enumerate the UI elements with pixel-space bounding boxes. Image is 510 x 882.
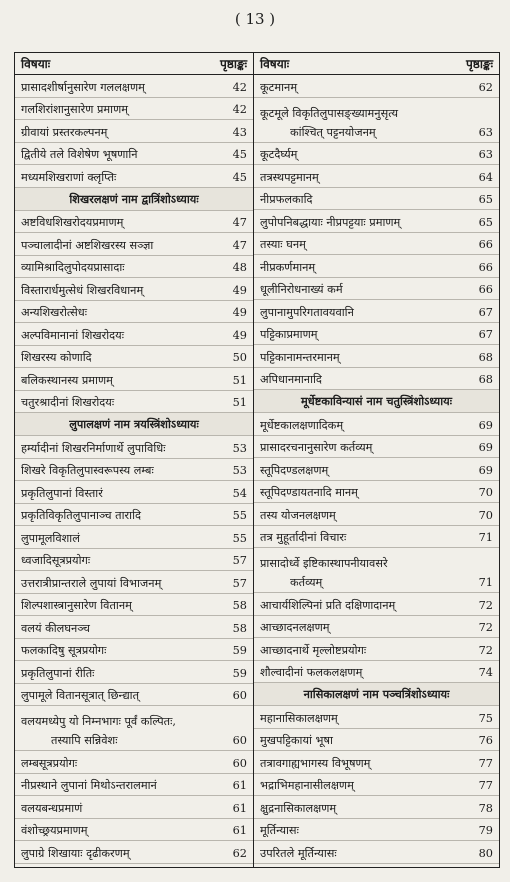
entry-title: शौल्वादीनां फलकलक्षणम् [260, 666, 363, 680]
toc-entry [15, 165, 253, 188]
entry-page: 55 [232, 509, 247, 523]
toc-entry [254, 210, 499, 233]
toc-entry [15, 796, 253, 819]
toc-entry [15, 98, 253, 121]
toc-entry [15, 751, 253, 774]
entry-page: 70 [478, 508, 493, 522]
entry-page: 74 [478, 666, 493, 680]
toc-entry [15, 256, 253, 279]
toc-entry [254, 774, 499, 797]
toc-entry [15, 436, 253, 459]
toc-entry [254, 278, 499, 301]
entry-title-line1: प्रासादोर्ध्वे इष्टिकास्थापनीयावसरे [260, 557, 388, 571]
entry-page: 76 [478, 734, 493, 748]
page-number: ( 13 ) [234, 10, 276, 28]
entry-page: 54 [232, 486, 247, 500]
entry-page: 72 [478, 643, 493, 657]
toc-entry [15, 368, 253, 391]
entry-page: 60 [232, 689, 247, 703]
entry-page: 60 [232, 756, 247, 770]
entry-title: लुपामूलविशालं [21, 531, 80, 545]
chapter-heading: शिखरलक्षणं नाम द्वात्रिंशोऽध्यायः [15, 188, 253, 211]
toc-entry [15, 639, 253, 662]
left-column [15, 53, 253, 864]
entry-page: 48 [232, 261, 247, 275]
entry-title: पञ्चालादीनां अष्टशिखरस्य सञ्ज्ञा [21, 238, 154, 252]
entry-page: 61 [232, 824, 247, 838]
entry-title: तस्याः घनम् [260, 238, 306, 252]
entry-title: तत्र मुहूर्तादीनां विचारः [260, 531, 347, 545]
toc-entry [254, 481, 499, 504]
entry-page: 60 [232, 734, 247, 748]
entry-title: आचार्यशिल्पिनां प्रति दक्षिणादानम् [260, 598, 396, 612]
entry-page: 66 [478, 283, 493, 297]
entry-title: बलिकस्थानस्य प्रमाणम् [21, 373, 113, 387]
entry-title: प्रासादरचनानुसारेण कर्तव्यम् [260, 441, 373, 455]
entry-title: आच्छादनार्थे मृल्लोष्टप्रयोगः [260, 643, 367, 657]
entry-title: स्तूपिदण्डायतनादि मानम् [260, 486, 358, 500]
entry-page: 47 [232, 238, 247, 252]
entry-title: शिखरस्य कोणादि [21, 351, 92, 365]
toc-entry [254, 323, 499, 346]
entry-title-line1: वलयमध्येपु यो निम्नभागः पूर्वं कल्पितः, [21, 715, 176, 729]
entry-page: 45 [232, 170, 247, 184]
entry-title: अन्यशिखरोत्सेधः [21, 306, 88, 320]
entry-title-line2: कर्तव्यम् [290, 576, 323, 590]
entry-page: 67 [478, 305, 493, 319]
toc-entry [15, 143, 253, 166]
entry-page: 50 [232, 351, 247, 365]
toc-entry [254, 300, 499, 323]
entry-title: मूर्धेष्टकालक्षणादिकम् [260, 418, 344, 432]
toc-entry [15, 549, 253, 572]
entry-title: स्तूपिदण्डलक्षणम् [260, 463, 329, 477]
entry-page: 64 [478, 170, 493, 184]
entry-title: ध्वजादिसूत्रप्रयोगः [21, 554, 91, 568]
entry-page: 57 [232, 554, 247, 568]
right-header [254, 53, 499, 75]
entry-title: लुपोपनिबद्धायाः नीप्रपट्टयाः प्रमाणम् [260, 215, 401, 229]
toc-entry [15, 594, 253, 617]
entry-page: 66 [478, 260, 493, 274]
toc-entry [254, 368, 499, 391]
entry-title: नीप्रफलकादि [260, 193, 313, 207]
entry-page: 61 [232, 779, 247, 793]
entry-page: 62 [478, 80, 493, 94]
subject-header: विषयाः [21, 57, 51, 71]
toc-entry [15, 481, 253, 504]
entry-title: अपिधानमानादि [260, 373, 322, 387]
entry-page: 51 [232, 373, 247, 387]
entry-line2 [260, 126, 493, 139]
entry-page: 69 [478, 441, 493, 455]
toc-entry [254, 796, 499, 819]
toc-entry [15, 841, 253, 864]
toc-entry [254, 233, 499, 256]
toc-entry [15, 526, 253, 549]
entry-page: 79 [478, 824, 493, 838]
entry-title: नीप्रकर्णमानम् [260, 260, 316, 274]
entry-title-line2: तस्यापि सन्निवेशः [51, 734, 118, 748]
page-header: पृष्ठाङ्कः [219, 57, 247, 71]
entry-page: 66 [478, 238, 493, 252]
entry-page: 63 [478, 148, 493, 162]
right-entries [254, 75, 499, 864]
toc-entry [254, 75, 499, 98]
entry-title: अष्टविधशिखरोदयप्रमाणम् [21, 216, 124, 230]
entry-page: 42 [232, 103, 247, 117]
entry-page: 72 [478, 621, 493, 635]
toc-entry [15, 233, 253, 256]
entry-page: 75 [478, 711, 493, 725]
entry-title: प्रकृतिविकृतिलुपानाञ्च तारादि [21, 509, 142, 523]
toc-entry [15, 278, 253, 301]
toc-entry [15, 301, 253, 324]
toc-entry [15, 459, 253, 482]
toc-entry [254, 98, 499, 143]
entry-page: 42 [232, 80, 247, 94]
toc-entry [254, 345, 499, 368]
toc-entry [254, 165, 499, 188]
entry-page: 71 [478, 531, 493, 545]
toc-entry [254, 436, 499, 459]
entry-page: 65 [478, 193, 493, 207]
entry-title: कूटमानम् [260, 80, 298, 94]
entry-page: 49 [232, 328, 247, 342]
toc-entry [15, 391, 253, 414]
toc-entry [254, 841, 499, 864]
entry-page: 51 [232, 396, 247, 410]
entry-title: शिखरे विकृतिलुपास्वरूपस्य लम्बः [21, 464, 154, 478]
toc-entry [254, 143, 499, 166]
entry-title: व्यामिश्रादिलुपोदयप्रासादाः [21, 261, 125, 275]
toc-entry [254, 819, 499, 842]
entry-title: उत्तरात्रीप्रान्तराले लुपायां विभाजनम् [21, 576, 162, 590]
entry-page: 72 [478, 598, 493, 612]
chapter-heading: लुपालक्षणं नाम त्रयस्त्रिंशोऽध्यायः [15, 413, 253, 436]
entry-page: 69 [478, 418, 493, 432]
entry-title-line2: कांश्चित् पट्टनयोजनम् [290, 125, 376, 139]
toc-entry [15, 819, 253, 842]
entry-title: प्रासादशीर्षानुसारेण गललक्षणम् [21, 80, 145, 94]
entry-page: 77 [478, 756, 493, 770]
entry-page: 59 [232, 644, 247, 658]
entry-page: 61 [232, 801, 247, 815]
entry-title: तस्य योजनलक्षणम् [260, 508, 336, 522]
entry-title: महानासिकालक्षणम् [260, 711, 338, 725]
entry-page: 59 [232, 666, 247, 680]
entry-title: चतुरश्रादीनां शिखरोदयः [21, 396, 115, 410]
toc-entry [254, 458, 499, 481]
entry-page: 80 [478, 846, 493, 860]
entry-title: आच्छादनलक्षणम् [260, 621, 330, 635]
entry-title: प्रकृतिलुपानां विस्तारं [21, 486, 103, 500]
entry-title: नीप्रस्थाने लुपानां मिथोऽन्तरालमानं [21, 779, 157, 793]
entry-title: गलशिरांशानुसारेण प्रमाणम् [21, 103, 129, 117]
entry-page: 45 [232, 148, 247, 162]
entry-title: भद्राभिमहानासीलक्षणम् [260, 779, 354, 793]
toc-entry [15, 571, 253, 594]
entry-page: 67 [478, 328, 493, 342]
entry-title: लुपाग्रे शिखायाः दृढीकरणम् [21, 846, 130, 860]
toc-entry [254, 729, 499, 752]
entry-line2 [260, 576, 493, 589]
toc-entry [254, 593, 499, 616]
entry-page: 57 [232, 576, 247, 590]
entry-page: 68 [478, 373, 493, 387]
toc-entry [254, 638, 499, 661]
toc-entry [254, 503, 499, 526]
entry-title: मूर्तिन्यासः [260, 824, 299, 838]
entry-title: विस्तारार्धमुत्सेधं शिखरविधानम् [21, 283, 144, 297]
entry-page: 68 [478, 350, 493, 364]
entry-title: धूलीनिरोधनाख्यं कर्म [260, 283, 343, 297]
toc-entry [15, 211, 253, 234]
entry-title: फलकादिषु सूत्रप्रयोगः [21, 644, 107, 658]
right-column [254, 53, 499, 864]
table-of-contents [14, 52, 500, 868]
entry-page: 71 [478, 576, 493, 590]
entry-page: 49 [232, 283, 247, 297]
entry-title: वलयं कीलघनञ्च [21, 621, 90, 635]
entry-title: पट्टिकाप्रमाणम् [260, 328, 318, 342]
entry-page: 53 [232, 441, 247, 455]
entry-page: 43 [232, 125, 247, 139]
subject-header: विषयाः [260, 57, 290, 71]
entry-page: 63 [478, 125, 493, 139]
toc-entry [15, 706, 253, 751]
toc-entry [254, 526, 499, 549]
toc-entry [15, 346, 253, 369]
toc-entry [15, 684, 253, 707]
toc-entry [254, 255, 499, 278]
entry-line2 [21, 734, 247, 747]
entry-page: 55 [232, 531, 247, 545]
entry-title: हर्म्यादीनां शिखरनिर्माणार्थे लुपाविधिः [21, 441, 166, 455]
toc-entry [254, 188, 499, 211]
entry-title: क्षुद्रनासिकालक्षणम् [260, 801, 337, 815]
toc-entry [254, 548, 499, 593]
toc-entry [15, 661, 253, 684]
entry-title: अल्पविमानानां शिखरोदयः [21, 328, 124, 342]
entry-title: लुपामूले वितानसूत्रात् छिन्द्यात् [21, 689, 140, 703]
entry-page: 58 [232, 621, 247, 635]
entry-page: 70 [478, 486, 493, 500]
entry-page: 77 [478, 779, 493, 793]
toc-entry [15, 75, 253, 98]
toc-entry [15, 504, 253, 527]
entry-page: 47 [232, 216, 247, 230]
entry-title: शिल्पशास्त्रानुसारेण वितानम् [21, 599, 132, 613]
entry-page: 53 [232, 464, 247, 478]
entry-title: लम्बसूत्रप्रयोगः [21, 756, 78, 770]
entry-title: द्वितीये तले विशेषेण भूषणानि [21, 148, 138, 162]
toc-entry [254, 616, 499, 639]
chapter-heading: मूर्धेष्टकाविन्यासं नाम चतुस्त्रिंशोऽध्यायः [254, 390, 499, 413]
toc-entry [15, 323, 253, 346]
toc-entry [254, 413, 499, 436]
toc-entry [254, 706, 499, 729]
entry-title: प्रकृतिलुपानां रीतिः [21, 666, 95, 680]
entry-title: कूटदैर्घ्यम् [260, 148, 298, 162]
entry-title: ग्रीवायां प्रस्तरकल्पनम् [21, 125, 108, 139]
entry-title: तत्रस्थपट्टमानम् [260, 170, 319, 184]
page-header: पृष्ठाङ्कः [465, 57, 493, 71]
entry-title: पट्टिकानामन्तरमानम् [260, 350, 340, 364]
toc-entry [254, 661, 499, 684]
chapter-heading: नासिकालक्षणं नाम पञ्चत्रिंशोऽध्यायः [254, 683, 499, 706]
toc-entry [15, 616, 253, 639]
entry-title: लुपानामुपरिगतावयवानि [260, 305, 354, 319]
entry-page: 78 [478, 801, 493, 815]
entry-title: वंशोच्छ्रयप्रमाणम् [21, 824, 88, 838]
entry-title-line1: कूटमूले विकृतिलुपासङ्ख्यामनुसृत्य [260, 106, 399, 120]
entry-title: मुखपट्टिकायां भूषा [260, 734, 333, 748]
toc-entry [254, 751, 499, 774]
toc-entry [15, 774, 253, 797]
entry-title: तत्रावगाह्यभागस्य विभूषणम् [260, 756, 371, 770]
entry-title: वलयबन्धप्रमाणं [21, 801, 83, 815]
toc-entry [15, 120, 253, 143]
entry-page: 65 [478, 215, 493, 229]
entry-title: मध्यमशिखराणां क्लृप्तिः [21, 170, 117, 184]
entry-page: 62 [232, 846, 247, 860]
entry-page: 49 [232, 306, 247, 320]
left-header [15, 53, 253, 75]
entry-page: 69 [478, 463, 493, 477]
left-entries [15, 75, 253, 864]
entry-title: उपरितले मूर्तिन्यासः [260, 846, 337, 860]
entry-page: 58 [232, 599, 247, 613]
